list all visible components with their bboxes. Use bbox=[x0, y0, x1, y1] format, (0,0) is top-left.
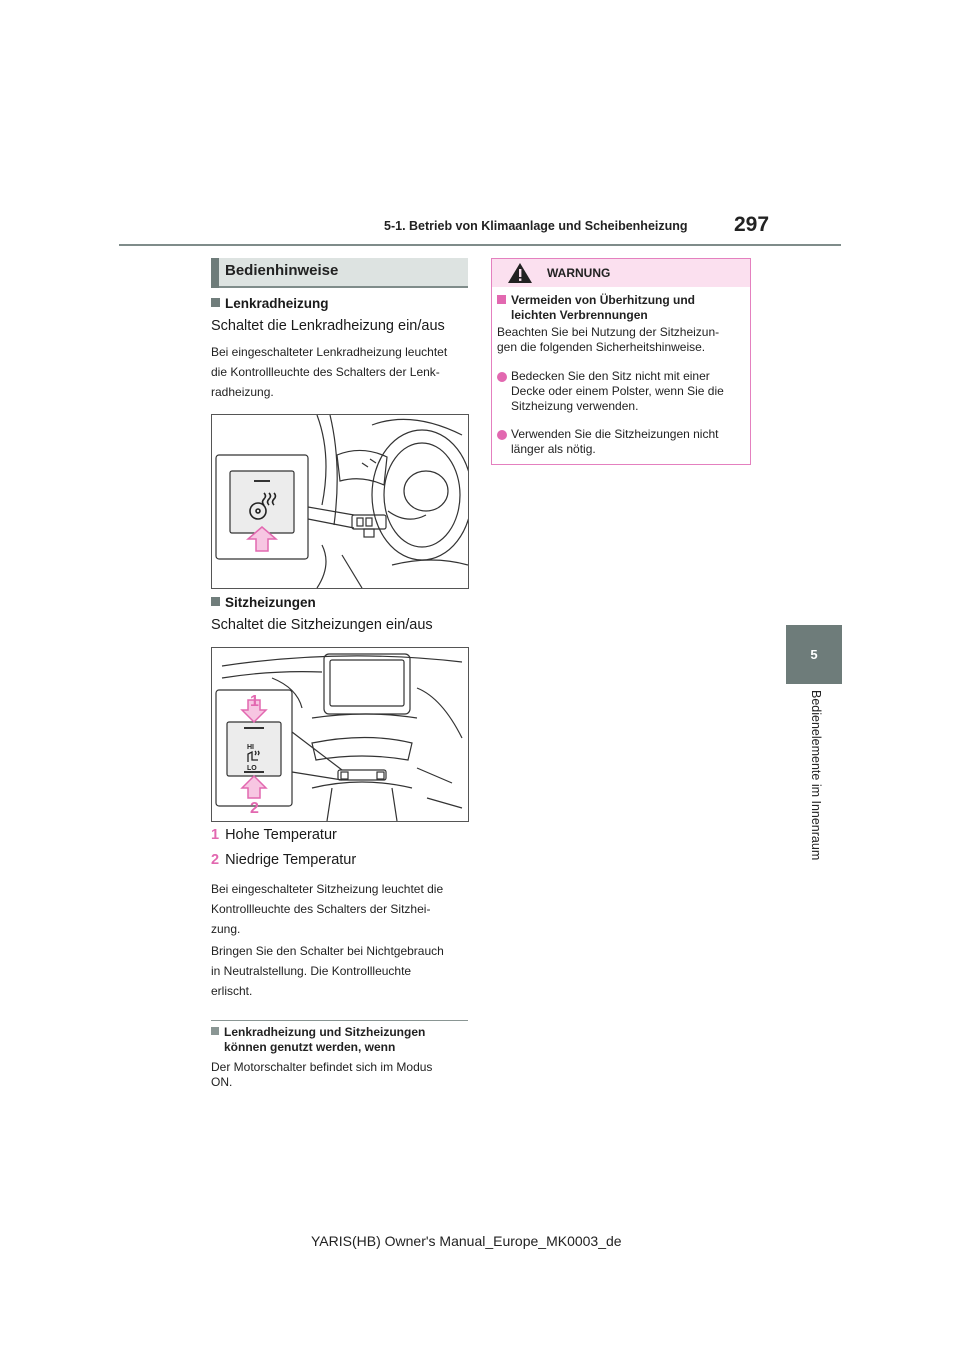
steering-heater-title: Lenkradheizung bbox=[211, 296, 329, 311]
square-bullet-icon bbox=[211, 1027, 219, 1035]
section-heading bbox=[211, 258, 468, 288]
bullet-dot-icon bbox=[497, 430, 507, 440]
steering-instruction: Schaltet die Lenkradheizung ein/aus bbox=[211, 318, 445, 334]
chapter-tab bbox=[786, 625, 842, 684]
usage-text: Der Motorschalter befindet sich im Modus ON. bbox=[211, 1060, 433, 1089]
square-bullet-icon bbox=[211, 298, 220, 307]
steering-note: Bei eingeschalteter Lenkradheizung leuchtet die Kontrollleuchte des Schalters der Lenk- radheizung. bbox=[211, 345, 448, 399]
warning-box bbox=[491, 258, 751, 465]
hi-label: HI bbox=[247, 744, 254, 751]
warning-intro: Beachten Sie bei Nutzung der Sitzheizun- gen die folgenden Sicherheitshinweise. bbox=[497, 325, 720, 354]
legend-item-2: 2 Niedrige Temperatur bbox=[211, 852, 357, 868]
section-heading-text: Bedienhinweise bbox=[225, 262, 339, 279]
steering-heater-figure bbox=[211, 414, 469, 589]
square-bullet-icon bbox=[211, 597, 220, 606]
warning-header bbox=[492, 259, 750, 287]
legend-item-1: 1 Hohe Temperatur bbox=[211, 827, 337, 843]
footer-manual-id: YARIS(HB) Owner's Manual_Europe_MK0003_de bbox=[311, 1233, 622, 1249]
warning-bullet-2: Verwenden Sie die Sitzheizungen nicht länger als nötig. bbox=[511, 427, 719, 456]
seat-note-1: Bei eingeschalteter Sitzheizung leuchtet die Kontrollleuchte des Schalters der Sitzhei- zung. bbox=[211, 882, 444, 936]
callout-number-2: 2 bbox=[250, 800, 259, 817]
section-title: 5-1. Betrieb von Klimaanlage und Scheibenheizung bbox=[384, 219, 688, 233]
warning-title: WARNUNG bbox=[547, 266, 611, 280]
bullet-dot-icon bbox=[497, 372, 507, 382]
warning-heading: Vermeiden von Überhitzung und leichten Verbrennungen bbox=[497, 293, 747, 323]
chapter-side-label bbox=[806, 690, 826, 890]
callout-number-1: 1 bbox=[250, 693, 259, 710]
seat-heater-title: Sitzheizungen bbox=[211, 595, 316, 610]
chapter-number: 5 bbox=[810, 647, 818, 662]
warning-triangle-icon bbox=[507, 262, 533, 284]
center-console-illustration bbox=[212, 648, 468, 821]
lo-label: LO bbox=[247, 765, 257, 772]
usage-title: Lenkradheizung und Sitzheizungen können genutzt werden, wenn bbox=[211, 1025, 471, 1055]
header-rule bbox=[119, 244, 841, 246]
page-number: 297 bbox=[734, 213, 770, 236]
divider bbox=[211, 1020, 468, 1021]
seat-instruction: Schaltet die Sitzheizungen ein/aus bbox=[211, 617, 433, 633]
seat-note-2: Bringen Sie den Schalter bei Nichtgebrauch in Neutralstellung. Die Kontrollleuchte erlischt. bbox=[211, 944, 444, 998]
dashboard-illustration bbox=[212, 415, 468, 588]
seat-heater-figure bbox=[211, 647, 469, 822]
warning-bullet-1: Bedecken Sie den Sitz nicht mit einer Decke oder einem Polster, wenn Sie die Sitzheizung verwenden. bbox=[511, 369, 724, 413]
square-bullet-icon bbox=[497, 295, 506, 304]
chapter-side-text: Bedienelemente im Innenraum bbox=[809, 690, 823, 861]
